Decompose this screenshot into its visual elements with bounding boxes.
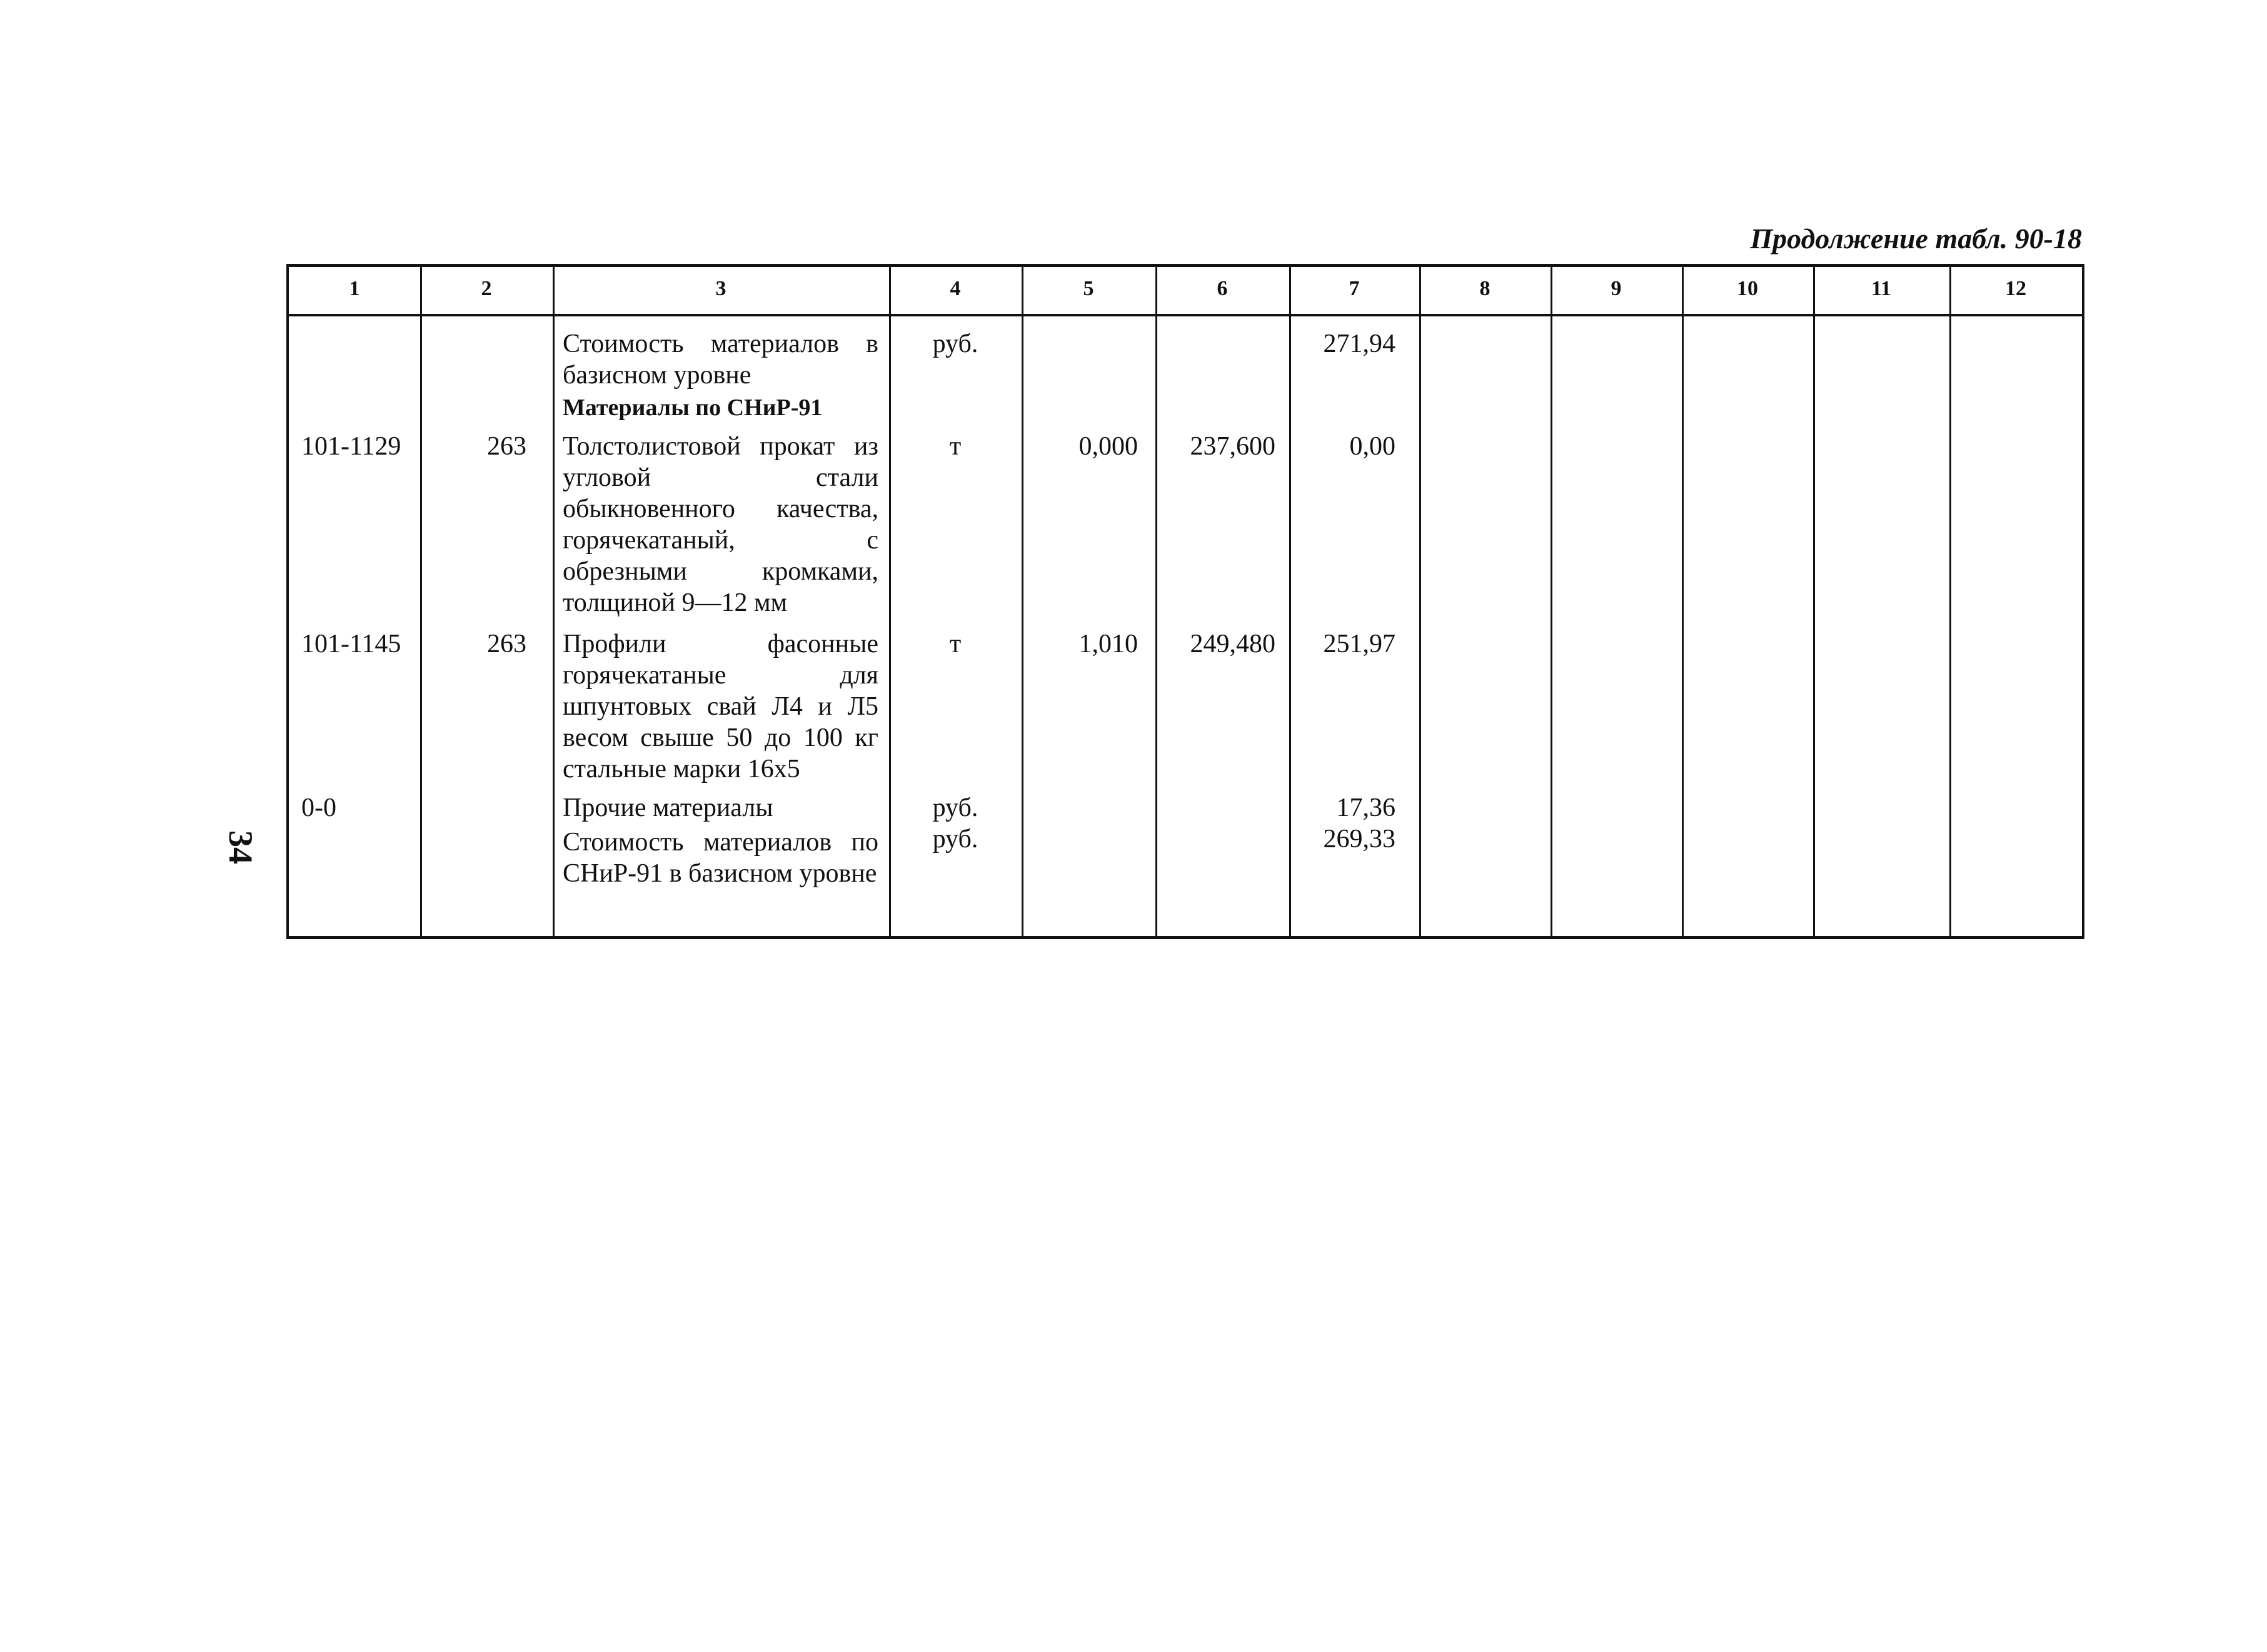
table-row-description: Профили фасонные горячекатаные для шпунтовых свай Л4 и Л5 весом свыше 50 до 100 кг стальные марки 16х5 [563,630,878,783]
column-header: 8 [1479,277,1490,300]
table-row-unit: руб. [932,793,978,822]
column-divider [1419,267,1421,936]
table-row-unit: т [949,432,962,461]
table-row-code: 101-1145 [301,630,401,658]
column-header: 9 [1611,277,1622,300]
column-divider [1155,267,1157,936]
table-row-total: 0,00 [1349,432,1395,461]
table-row-quantity: 0,000 [1078,432,1138,461]
column-divider [1022,267,1023,936]
column-divider [553,267,555,936]
table-row-ref: 263 [487,630,526,658]
table-row-price: 249,480 [1190,630,1275,658]
materials-table [286,264,2084,939]
column-divider [420,267,422,936]
table-row-description: Толстолистовой прокат из угловой стали обыкновенного качества, горячекатаный, с обрезными кромками, толщиной 9—12 мм [563,432,878,617]
column-divider [1813,267,1815,936]
table-row-total: 17,36 [1336,793,1395,822]
table-row-unit: т [949,630,962,658]
table-row-unit: руб. [932,825,978,854]
table-row-price: 237,600 [1190,432,1275,461]
column-header: 4 [950,277,961,300]
table-row-total: 269,33 [1323,825,1395,854]
section-heading: Материалы по СНиР-91 [563,395,823,421]
column-header: 3 [715,277,726,300]
column-header: 11 [1871,277,1892,300]
table-row-description: Прочие материалы [563,793,773,822]
column-header: 10 [1737,277,1758,300]
column-header: 7 [1349,277,1360,300]
table-row-ref: 263 [487,432,526,461]
column-divider [1949,267,1951,936]
column-header: 6 [1217,277,1228,300]
table-row-total: 271,94 [1323,330,1395,358]
column-divider [1682,267,1684,936]
table-row-unit: руб. [932,330,978,358]
table-row-total: 251,97 [1323,630,1395,658]
table-row-description: Стоимость материалов по СНиР-91 в базисном уровне [563,828,878,888]
column-divider [1551,267,1552,936]
table-caption: Продолжение табл. 90-18 [1750,223,2082,254]
header-divider [289,314,2082,316]
table-row-code: 101-1129 [301,432,401,461]
table-row-description: Стоимость материалов в базисном уровне [563,330,878,390]
table-row-code: 0-0 [301,793,336,822]
column-header: 12 [2005,277,2026,300]
column-header: 5 [1083,277,1094,300]
column-header: 2 [481,277,492,300]
column-header: 1 [349,277,360,300]
page-number: 34 [222,830,259,864]
table-row-quantity: 1,010 [1078,630,1138,658]
